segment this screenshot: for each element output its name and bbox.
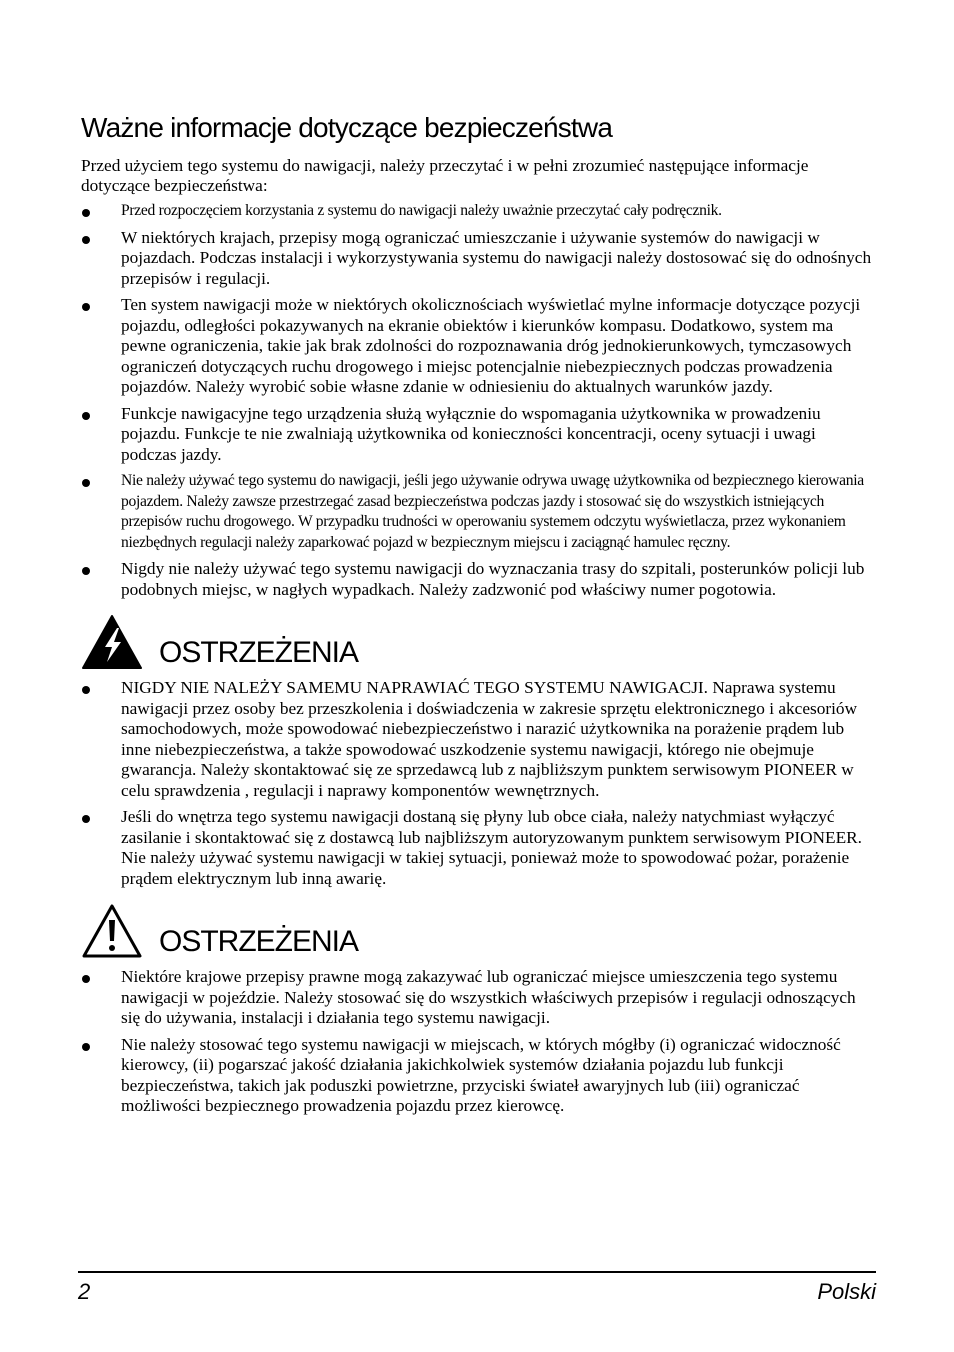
list-item [81,678,874,801]
bullet-icon [82,479,90,487]
list-item [81,807,874,889]
bullet-icon [82,975,90,983]
list-item [81,471,874,553]
list-item [81,295,874,398]
page-number: 2 [78,1279,91,1304]
page-footer [78,1271,876,1305]
bullet-icon [82,209,90,217]
warning-list-electric [81,678,874,889]
list-item [81,967,874,1029]
bullet-icon [82,815,90,823]
list-item-text: Funkcje nawigacyjne tego urządzenia służą wyłącznie do wspomagania użytkownika w prowadzeniu pojazdu. Funkcje te nie zwalniają użytkownika od konieczności koncentracji, oceny sytuacji i uwagi podczas jazdy. [121,403,821,464]
warning-label: OSTRZEŻENIA [159,636,359,669]
list-item-text: Nie należy stosować tego systemu nawigacji w miejscach, w których mógłby (i) ograniczać widoczność kierowcy, (ii) pogarszać jakość działania jakichkolwiek systemów działania pojazdu lub funkcji bezpieczeństwa, takich jak poduszki powietrzne, przyciski świateł awaryjnych lub (iii) ograniczać możliwości bezpiecznego prowadzenia pojazdu przez kierowcę. [121,1034,841,1115]
bullet-icon [82,686,90,694]
list-item-text: Jeśli do wnętrza tego systemu nawigacji dostaną się płyny lub obce ciała, należy natychmiast wyłączyć zasilanie i skontaktować się z dostawcą lub najbliższym autoryzowanym punktem serwisowym PIONEER. Nie należy używać systemu nawigacji w takiej sytuacji, ponieważ może to spowodować pożar, porażenie prądem elektrycznym lub inną awarię. [121,807,863,888]
warning-list-general [81,967,874,1117]
list-item-text: Niektóre krajowe przepisy prawne mogą zakazywać lub ograniczać miejsce umieszczenia tego systemu nawigacji w pojeździe. Należy stosować się do wszystkich właściwych przepisów i regulacji odnoszących się do używania, instalacji i działania tego systemu nawigacji. [121,967,856,1027]
list-item [81,228,874,290]
list-item-text: NIGDY NIE NALEŻY SAMEMU NAPRAWIAĆ TEGO SYSTEMU NAWIGACJI. Naprawa systemu nawigacji przez osoby bez przeszkolenia i doświadczenia w zakresie sprzętu elektronicznego i akcesoriów samochodowych, może spowodować niebezpieczeństwo i narazić użytkownika na porażenie prądem lub inne niebezpieczeństwa, a także spowodować uszkodzenie systemu nawigacji, którego nie obejmuje gwarancja. Należy skontaktować się ze sprzedawcą lub z najbliższym punktem serwisowym PIONEER w celu sprawdzenia , regulacji i naprawy komponentów wewnętrznych. [121,678,858,800]
page-title: Ważne informacje dotyczące bezpieczeństwa [81,112,613,143]
electric-shock-warning-icon [81,614,143,670]
list-item [81,559,874,600]
bullet-icon [82,412,90,420]
list-item [81,404,874,466]
list-item-text: Przed rozpoczęciem korzystania z systemu do nawigacji należy uważnie przeczytać cały podręcznik. [121,202,722,219]
exclamation-warning-icon [81,903,143,959]
list-item [81,201,874,222]
bullet-icon [82,1043,90,1051]
warning-label: OSTRZEŻENIA [159,925,359,958]
bullet-icon [82,303,90,311]
bullet-icon [82,236,90,244]
intro-paragraph: Przed użyciem tego systemu do nawigacji, należy przeczytać i w pełni zrozumieć następujące informacje dotyczące bezpieczeństwa: [81,156,809,195]
list-item-text: Nie należy używać tego systemu do nawigacji, jeśli jego używanie odrywa uwagę użytkownika od bezpiecznego kierowania pojazdem. Należy zawsze przestrzegać zasad bezpieczeństwa podczas jazdy i stosować się do wszystkich istniejących przepisów ruchu drogowego. W przypadku trudności w operowaniu systemem odczytu wyświetlacza, przez wykonaniem niezbędnych regulacji należy zaparkować pojazd w bezpiecznym miejscu i zaciągnąć hamulec ręczny. [121,472,864,551]
list-item [81,1035,874,1117]
warning-heading-electric [81,610,874,670]
footer-language: Polski [817,1279,876,1304]
list-item-text: Nigdy nie należy używać tego systemu nawigacji do wyznaczania trasy do szpitali, posterunków policji lub podobnych miejsc, w nagłych wypadkach. Należy zadzwonić pod właściwy numer pogotowia. [121,559,865,599]
page-content [81,112,874,1123]
safety-list [81,201,874,600]
bullet-icon [82,567,90,575]
list-item-text: Ten system nawigacji może w niektórych okolicznościach wyświetlać mylne informacje dotyczące pozycji pojazdu, odległości pokazywanych na ekranie obiektów i kierunków kompasu. Dodatkowo, system ma pewne ograniczenia, takie jak brak zdolności do rozpoznawania dróg jednokierunkowych, tymczasowych ograniczeń dotyczących ruchu drogowego i miejsc potencjalnie niebezpiecznych podczas prowadzenia pojazdów. Należy wyrobić sobie własne zdanie w odniesieniu do aktualnych warunków jazdy. [121,295,861,396]
warning-heading-general [81,899,874,959]
list-item-text: W niektórych krajach, przepisy mogą ograniczać umieszczanie i używanie systemów do nawigacji w pojazdach. Podczas instalacji i wykorzystywania systemu do nawigacji należy dostosować się do odnośnych przepisów i regulacji. [121,227,872,288]
